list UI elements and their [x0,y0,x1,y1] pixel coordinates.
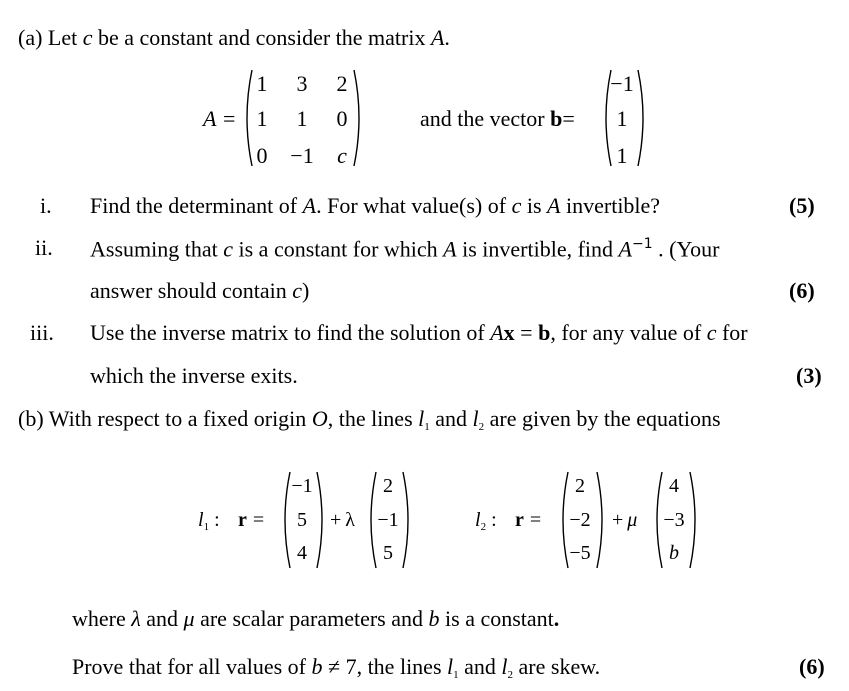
vector-b-text: and the vector b= [420,106,575,131]
item-numeral: iii. [30,320,54,345]
item-ii-text: Assuming that c is a constant for which A is invertible, find $A^{-1}$ . (Your [90,236,720,262]
l2-dir-right-paren [688,470,702,570]
l2-direction-cell: 4 [669,475,679,497]
part-b-intro: (b) With respect to a fixed origin O, the lines $l_1$ and $l_2$ are given by the equations [18,406,721,433]
vector-b-cell: −1 [610,71,634,96]
l2-direction-cell: −3 [663,509,685,531]
matrix-a-right-paren [352,68,366,168]
where-text: where λ and μ are scalar parameters and b is a constant. [72,606,560,631]
l1-direction-cell: 2 [383,475,393,497]
item-iii-text-line2: which the inverse exits. [90,363,298,388]
vector-b-right-paren [636,68,650,168]
l1-point-cell: 5 [297,509,307,531]
matrix-a-cell: 3 [296,71,308,96]
item-i-text: Find the determinant of A. For what value(s) of c is A invertible? [90,193,661,218]
matrix-a-cell: 0 [256,143,268,168]
matrix-a-cell: 1 [296,106,308,131]
item-numeral: ii. [35,235,53,260]
l2-point-cell: −2 [569,509,591,531]
prove-text: Prove that for all values of b ≠ 7, the lines $l_1$ and $l_2$ are skew. [72,654,601,681]
part-b-label: (b) [18,406,44,431]
item-numeral: i. [40,193,52,218]
l2-direction-cell: b [669,542,679,564]
item-iii-text: Use the inverse matrix to find the solution of Ax = b, for any value of c for [90,320,748,345]
matrix-a-cell: −1 [290,143,314,168]
matrix-a-cell: 1 [256,71,268,96]
l2-point-cell: 2 [575,475,585,497]
matrix-a-cell: 2 [336,71,348,96]
part-a-intro: (a) Let c be a constant and consider the matrix A. [18,25,450,50]
item-ii-text-line2: answer should contain c) [90,278,310,303]
l1-direction-cell: −1 [377,509,399,531]
item-iii-marks: (3) [796,363,822,388]
item-ii-marks: (6) [789,278,815,303]
l1-point-cell: −1 [291,475,313,497]
vector-b-cell: 1 [616,143,628,168]
matrix-a-equals: = [223,106,236,131]
l1-direction-cell: 5 [383,542,393,564]
matrix-a-name: A [203,106,217,131]
l2-point-right-paren [595,470,609,570]
matrix-a-cell: c [337,143,347,168]
matrix-a-cell: 0 [336,106,348,131]
l1-dir-right-paren [401,470,415,570]
l1-point-cell: 4 [297,542,307,564]
item-i-marks: (5) [789,193,815,218]
vector-b-cell: 1 [616,106,628,131]
part-a-label: (a) [18,25,43,50]
part-b-marks: (6) [799,654,825,679]
matrix-a-cell: 1 [256,106,268,131]
l2-point-cell: −5 [569,542,591,564]
l1-point-right-paren [315,470,329,570]
